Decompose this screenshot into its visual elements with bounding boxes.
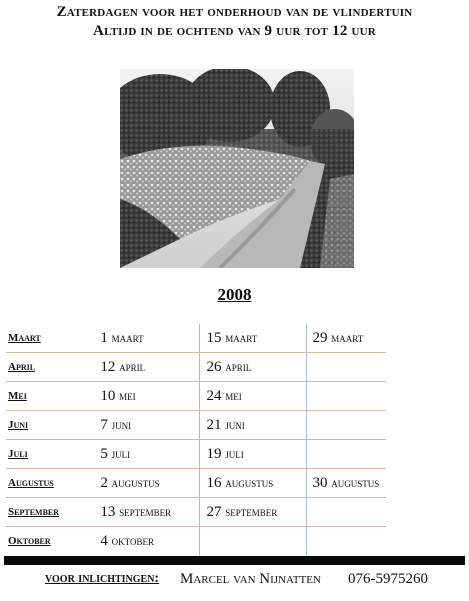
date-day: 7 [100,416,108,433]
schedule-row [6,411,386,440]
year-heading: 2008 [217,285,252,304]
date-cell [306,498,386,527]
garden-photo [120,69,354,268]
date-month: augustus [111,474,160,490]
date-day: 30 [312,474,328,491]
date-cell [200,498,306,527]
contact-name: Marcel van Nijnatten [180,571,321,587]
date-day: 10 [100,387,116,404]
date-cell [306,440,386,469]
schedule-row [6,382,386,411]
date-cell [306,469,386,498]
date-cell [100,498,200,527]
schedule-row [6,527,386,556]
date-cell [306,382,386,411]
date-month: maart [331,329,364,345]
date-cell [200,527,306,556]
date-day: 19 [206,445,222,462]
date-month: mei [225,387,242,403]
footer-label: voor inlichtingen: [45,571,160,586]
date-month: juli [111,445,131,461]
date-day: 29 [312,329,328,346]
contact-phone: 076-5975260 [348,571,428,587]
date-cell [200,324,306,353]
schedule-row [6,353,386,382]
month-label: Oktober [8,535,51,547]
month-label: Juni [6,411,100,440]
date-day: 12 [100,358,116,375]
schedule-table [6,324,386,555]
date-day: 2 [100,474,108,491]
schedule-row [6,324,386,353]
date-month: april [225,358,252,374]
schedule-row [6,498,386,527]
date-day: 27 [206,503,222,520]
date-month: juni [225,416,245,432]
date-day: 4 [100,532,108,549]
footer-divider [4,556,465,565]
date-cell [100,324,200,353]
date-cell [100,440,200,469]
title-line-2: Altijd in de ochtend van 9 uur tot 12 uur [93,23,376,39]
date-cell [200,382,306,411]
date-cell [306,411,386,440]
month-label: Mei [6,382,100,411]
garden-photo-image [120,69,354,268]
date-month: juni [111,416,132,432]
date-month: september [119,503,172,519]
date-cell [200,469,306,498]
date-cell [100,411,200,440]
date-month: augustus [331,474,380,490]
date-day: 1 [100,329,108,346]
month-label: September [6,498,100,527]
date-month: september [225,503,278,519]
date-cell [306,527,386,556]
date-cell [306,353,386,382]
date-cell [200,411,306,440]
date-cell [306,324,386,353]
date-month: juli [225,445,244,461]
date-cell [200,440,306,469]
date-month: april [119,358,146,374]
date-month: maart [225,329,258,345]
date-day: 13 [100,503,116,520]
date-cell [100,469,200,498]
date-month: mei [119,387,136,403]
date-day: 21 [206,416,222,433]
date-day: 26 [206,358,222,375]
month-label: Juli [6,440,100,469]
date-month: maart [111,329,144,345]
date-month: augustus [225,474,274,490]
month-label: Augustus [6,469,100,498]
month-label: Maart [6,324,100,353]
date-cell [200,353,306,382]
date-month: oktober [111,532,155,548]
date-day: 16 [206,474,222,491]
date-cell [100,527,200,556]
title-line-1: Zaterdagen voor het onderhoud van de vlindertuin [56,4,413,20]
date-cell [100,353,200,382]
date-day: 5 [100,445,108,462]
schedule-row [6,469,386,498]
month-label: April [6,353,100,382]
schedule-row [6,440,386,469]
date-cell [100,382,200,411]
date-day: 15 [206,329,222,346]
date-day: 24 [206,387,222,404]
